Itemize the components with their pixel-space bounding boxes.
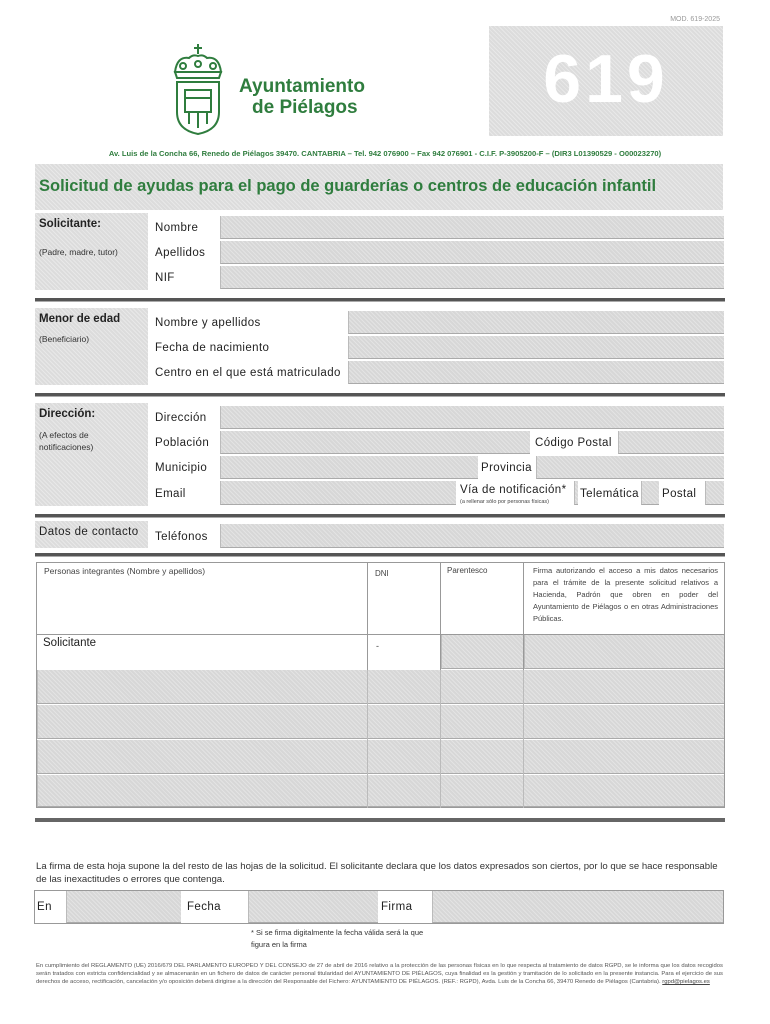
- email-input[interactable]: [220, 481, 456, 505]
- section-divider: [35, 298, 725, 302]
- table-row[interactable]: [37, 775, 724, 807]
- provincia-label: Provincia: [481, 462, 532, 474]
- centro-label: Centro en el que está matriculado: [155, 367, 341, 379]
- row1-firma-input[interactable]: [524, 635, 724, 669]
- telematica-option[interactable]: Telemática: [580, 488, 639, 500]
- menor-subheading: (Beneficiario): [39, 334, 90, 344]
- codigo-postal-input[interactable]: [618, 431, 724, 454]
- fecha-input[interactable]: [248, 891, 378, 923]
- menor-heading: Menor de edad: [39, 313, 121, 325]
- row1-name: Solicitante: [43, 637, 97, 649]
- table-bottom-rule: [35, 818, 725, 822]
- via-notificacion-label: Vía de notificación*: [460, 484, 567, 496]
- via-notificacion-note: (a rellenar sólo por personas físicas): [460, 499, 549, 505]
- declaration-text: La firma de esta hoja supone la del resto de las hojas de la solicitud. El solicitante declara que los datos expresados son ciertos, por lo que se hace responsable de las inexactitudes o errores que contenga.: [36, 861, 718, 885]
- logo-title-line2: de Piélagos: [252, 97, 358, 118]
- firma-label: Firma: [381, 901, 413, 913]
- legal-body: En cumplimiento del REGLAMENTO (UE) 2016/679 DEL PARLAMENTO EUROPEO Y DEL CONSEJO de 27 de abril de 2016 relativo a la protección de las personas físicas en lo que respecta al tratamiento de datos RGPD, se le informa que los datos recogidos serán tratados con estricta confidencialidad y se almacenarán en un fichero de datos de carácter personal titularidad del AYUNTAMIENTO DE PIÉLAGOS, cuya finalidad es la gestión y tramitación de lo solicitado en la presente instancia. Para el ejercicio de sus derechos de acceso, rectificación, cancelación y/o oposición deberá dirigirse a la dirección del Responsable del Fichero: AYUNTAMIENTO DE PIÉLAGOS. (REF.: RGPD), Avda. Luis de la Concha 66, 39470 Renedo de Piélagos (Cantabria).: [36, 963, 723, 985]
- row1-dni: -: [376, 641, 379, 651]
- fecha-label: Fecha: [187, 901, 221, 913]
- col-header-firma: Firma autorizando el acceso a mis datos necesarios para el trámite de la presente solicitud relativos a Hacienda, Padrón que obren en poder del Ayuntamiento de Piélagos o en otras Administraciones Públicas.: [533, 566, 718, 623]
- poblacion-label: Población: [155, 437, 210, 449]
- en-label: En: [37, 901, 52, 913]
- nombre-label: Nombre: [155, 222, 199, 234]
- direccion-input[interactable]: [220, 406, 724, 429]
- nombre-apellidos-input[interactable]: [348, 311, 724, 334]
- logo-title-line1: Ayuntamiento: [239, 76, 365, 97]
- col-header-personas: Personas integrantes (Nombre y apellidos): [44, 566, 206, 576]
- telematica-checkbox[interactable]: [641, 481, 659, 505]
- col-header-dni: DNI: [375, 569, 389, 578]
- contacto-heading: Datos de contacto: [39, 526, 139, 538]
- table-row[interactable]: [37, 705, 724, 739]
- legal-email-link[interactable]: rgpd@pielagos.es: [662, 979, 710, 985]
- direccion-heading: Dirección:: [39, 408, 96, 420]
- solicitante-subheading: (Padre, madre, tutor): [39, 247, 118, 257]
- direccion-label: Dirección: [155, 412, 207, 424]
- en-input[interactable]: [66, 891, 181, 923]
- via-separator: [574, 481, 578, 505]
- form-model-code: MOD. 619-2025: [670, 16, 720, 23]
- nombre-input[interactable]: [220, 216, 724, 239]
- nombre-apellidos-label: Nombre y apellidos: [155, 317, 261, 329]
- table-col-divider: [440, 670, 441, 808]
- address-line: Av. Luis de la Concha 66, Renedo de Piélagos 39470. CANTABRIA – Tel. 942 076900 – Fax 942 076901 - C.I.F. P-3905200-F – (DIR3 L01390529 - O00023270): [108, 149, 662, 158]
- codigo-postal-label: Código Postal: [535, 437, 612, 449]
- firma-input[interactable]: [432, 891, 723, 923]
- municipio-input[interactable]: [220, 456, 478, 479]
- page-title: Solicitud de ayudas para el pago de guarderías o centros de educación infantil: [39, 177, 657, 195]
- form-number: 619: [543, 41, 669, 117]
- section-divider: [35, 514, 725, 518]
- legal-text: [36, 962, 723, 986]
- poblacion-input[interactable]: [220, 431, 530, 454]
- provincia-input[interactable]: [536, 456, 724, 479]
- nif-input[interactable]: [220, 266, 724, 289]
- telefonos-label: Teléfonos: [155, 531, 208, 543]
- table-row[interactable]: [37, 740, 724, 774]
- section-divider: [35, 393, 725, 397]
- coat-of-arms-logo: [165, 42, 231, 138]
- direccion-subheading: (A efectos de notificaciones): [39, 430, 94, 452]
- table-col-divider: [367, 670, 368, 808]
- nif-label: NIF: [155, 272, 175, 284]
- title-bar: [35, 164, 723, 210]
- apellidos-label: Apellidos: [155, 247, 206, 259]
- postal-checkbox[interactable]: [705, 481, 724, 505]
- apellidos-input[interactable]: [220, 241, 724, 264]
- centro-input[interactable]: [348, 361, 724, 384]
- col-header-parentesco: Parentesco: [447, 566, 488, 575]
- fecha-nacimiento-label: Fecha de nacimiento: [155, 342, 270, 354]
- fecha-nacimiento-input[interactable]: [348, 336, 724, 359]
- telefonos-input[interactable]: [220, 524, 724, 548]
- form-number-box: [489, 26, 723, 136]
- firma-digital-note: * Si se firma digitalmente la fecha válida será la que figura en la firma: [251, 928, 424, 949]
- municipio-label: Municipio: [155, 462, 208, 474]
- table-col-divider: [523, 670, 524, 808]
- table-row[interactable]: [37, 670, 724, 704]
- section-divider: [35, 553, 725, 557]
- row1-parentesco-input[interactable]: [441, 635, 523, 669]
- solicitante-heading: Solicitante:: [39, 218, 101, 230]
- email-label: Email: [155, 488, 186, 500]
- postal-option[interactable]: Postal: [662, 488, 697, 500]
